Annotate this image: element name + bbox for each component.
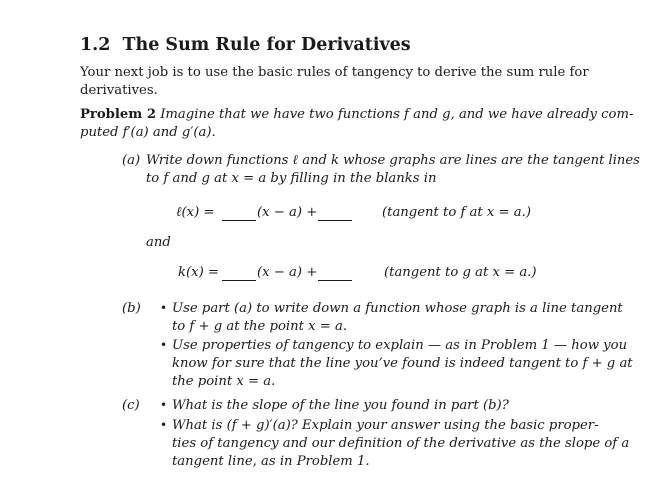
- eq1-mid: (x − a) +: [257, 205, 318, 220]
- part-b-bullet-1-line-2: to f + g at the point x = a.: [172, 319, 348, 334]
- part-c-marker: (c): [122, 398, 140, 413]
- bullet-dot-icon: •: [160, 301, 168, 315]
- eq1-note: (tangent to f at x = a.): [382, 205, 531, 220]
- part-c-bullet-2-line-1: What is (f + g)′(a)? Explain your answer using the basic proper-: [172, 418, 599, 433]
- eq2-lhs: k(x) =: [178, 265, 219, 280]
- part-c-bullet-2-line-3: tangent line, as in Problem 1.: [172, 454, 370, 469]
- problem-text-2: puted f′(a) and g′(a).: [80, 125, 216, 140]
- part-a-text-1: Write down functions ℓ and k whose graphs are lines are the tangent lines: [146, 153, 640, 168]
- part-b-bullet-2-line-2: know for sure that the line you’ve found is indeed tangent to f + g at: [172, 356, 633, 371]
- part-b-bullet-2-line-3: the point x = a.: [172, 374, 276, 389]
- section-heading: [80, 35, 411, 55]
- problem-text-1: Imagine that we have two functions f and g, and we have already com-: [160, 107, 634, 122]
- bullet-dot-icon: •: [160, 398, 168, 412]
- section-title: The Sum Rule for Derivatives: [122, 35, 411, 55]
- part-c-bullet-2-line-2: ties of tangency and our definition of the derivative as the slope of a: [172, 436, 630, 451]
- intro-line-1: Your next job is to use the basic rules of tangency to derive the sum rule for: [80, 65, 589, 80]
- section-number: 1.2: [80, 35, 111, 55]
- bullet-dot-icon: •: [160, 418, 168, 432]
- part-a-text-2: to f and g at x = a by filling in the blanks in: [146, 171, 437, 186]
- eq1-blank-slope: [222, 206, 256, 225]
- eq2-blank-slope: [222, 266, 256, 285]
- part-c-bullet-1-line-1: What is the slope of the line you found in part (b)?: [172, 398, 509, 413]
- part-b-marker: (b): [122, 301, 141, 316]
- bullet-dot-icon: •: [160, 338, 168, 352]
- eq2-mid: (x − a) +: [257, 265, 318, 280]
- part-b-bullet-1-line-1: Use part (a) to write down a function whose graph is a line tangent: [172, 301, 623, 316]
- eq1-lhs: ℓ(x) =: [176, 205, 215, 220]
- eq2-blank-intercept: [318, 266, 352, 285]
- and-label: and: [146, 235, 171, 250]
- eq2-note: (tangent to g at x = a.): [384, 265, 537, 280]
- part-b-bullet-2-line-1: Use properties of tangency to explain — as in Problem 1 — how you: [172, 338, 628, 353]
- problem-label: Problem 2: [80, 107, 157, 122]
- problem-statement-line-1: [80, 106, 633, 124]
- part-a-marker: (a): [122, 153, 141, 168]
- eq1-blank-intercept: [318, 206, 352, 225]
- intro-line-2: derivatives.: [80, 83, 158, 98]
